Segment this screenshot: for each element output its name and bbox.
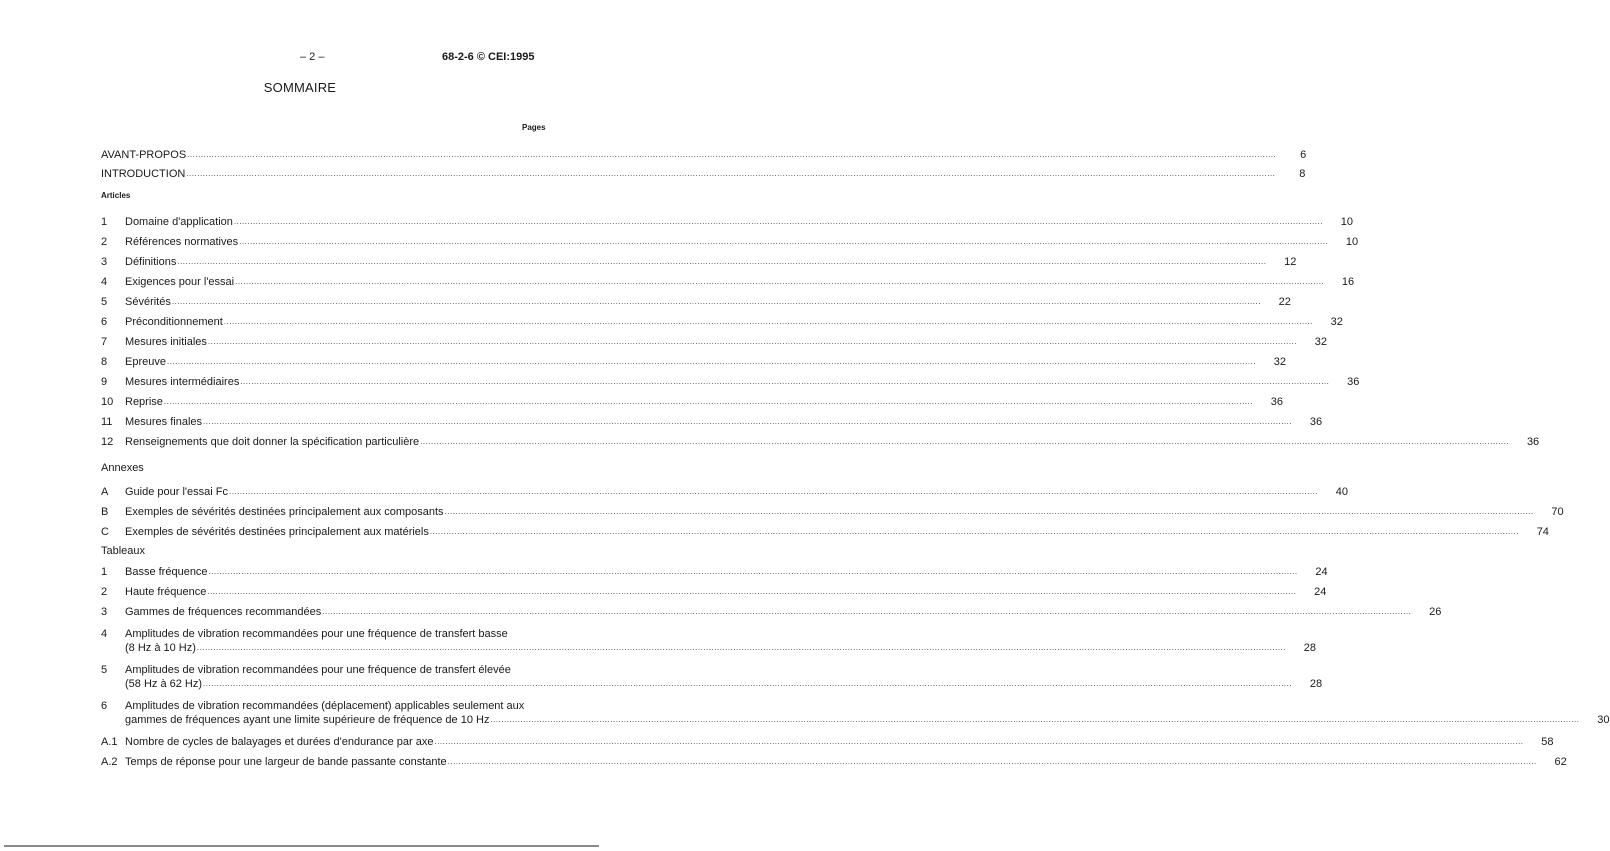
dot-leader: ................................................................................................................................................................................................................................................................................................................................................................................................................	[171, 297, 1261, 306]
page-title: SOMMAIRE	[263, 80, 337, 95]
toc-entry-number: 2	[101, 236, 108, 248]
dot-leader: ................................................................................................................................................................................................................................................................................................................................................................................................................	[203, 417, 1293, 426]
toc-entry[interactable]	[101, 395, 1283, 409]
toc-entry[interactable]	[101, 735, 1554, 749]
toc-entry-page: 74	[1536, 526, 1549, 538]
dot-leader: ................................................................................................................................................................................................................................................................................................................................................................................................................	[429, 527, 1519, 536]
toc-entry-page: 32	[1314, 336, 1327, 348]
toc-entry-label: Préconditionnement	[125, 316, 223, 328]
toc-entry-page: 36	[1347, 376, 1360, 388]
toc-entry-label: Renseignements que doit donner la spécification particulière	[125, 436, 420, 448]
toc-entry-number: 7	[101, 336, 108, 348]
toc-entry-label-line2: (8 Hz à 10 Hz)	[125, 642, 196, 654]
toc-entry-page: 10	[1340, 216, 1353, 228]
toc-entry-label: INTRODUCTION	[101, 168, 186, 180]
toc-entry[interactable]	[101, 435, 1540, 449]
dot-leader: ................................................................................................................................................................................................................................................................................................................................................................................................................	[223, 317, 1313, 326]
toc-entry[interactable]	[101, 255, 1297, 269]
toc-entry-introduction[interactable]	[101, 167, 1306, 181]
toc-entry-label: Epreuve	[125, 356, 166, 368]
toc-entry[interactable]	[101, 415, 1323, 429]
toc-entry-number: 1	[101, 566, 108, 578]
toc-entry-label: Guide pour l'essai Fc	[125, 486, 228, 498]
toc-entry-label: Temps de réponse pour une largeur de bande passante constante	[125, 756, 447, 768]
toc-entry-page: 6	[1300, 149, 1307, 161]
toc-entry[interactable]	[101, 699, 1610, 727]
toc-entry-label: Exemples de sévérités destinées principalement aux matériels	[125, 526, 429, 538]
toc-entry-number: 1	[101, 216, 108, 228]
dot-leader: ................................................................................................................................................................................................................................................................................................................................................................................................................	[187, 150, 1277, 159]
articles-heading: Articles	[101, 191, 131, 200]
toc-entry-label: Exemples de sévérités destinées principalement aux composants	[125, 506, 444, 518]
toc-entry[interactable]	[101, 585, 1327, 599]
dot-leader: ................................................................................................................................................................................................................................................................................................................................................................................................................	[444, 507, 1534, 516]
toc-entry-page: 24	[1315, 566, 1328, 578]
toc-entry-label: Sévérités	[125, 296, 171, 308]
dot-leader: ................................................................................................................................................................................................................................................................................................................................................................................................................	[239, 237, 1329, 246]
toc-entry-number: 11	[101, 416, 113, 428]
toc-entry[interactable]	[101, 295, 1291, 309]
tables-heading: Tableaux	[101, 545, 146, 557]
dot-leader: ................................................................................................................................................................................................................................................................................................................................................................................................................	[447, 757, 1537, 766]
toc-entry-label: Haute fréquence	[125, 586, 207, 598]
toc-entry-label: AVANT-PROPOS	[101, 149, 187, 161]
toc-entry[interactable]	[101, 505, 1564, 519]
toc-entry-label-line1: Amplitudes de vibration recommandées pour une fréquence de transfert basse	[125, 628, 508, 640]
dot-leader: ................................................................................................................................................................................................................................................................................................................................................................................................................	[196, 643, 1286, 652]
toc-entry-label-line1: Amplitudes de vibration recommandées pour une fréquence de transfert élevée	[125, 664, 511, 676]
toc-entry[interactable]	[101, 755, 1567, 769]
toc-entry[interactable]	[101, 215, 1353, 229]
toc-entry-page: 12	[1284, 256, 1297, 268]
toc-entry-page: 28	[1303, 642, 1316, 654]
toc-entry-page: 24	[1314, 586, 1327, 598]
toc-entry-page: 36	[1270, 396, 1283, 408]
toc-entry[interactable]	[101, 627, 1316, 655]
dot-leader: ................................................................................................................................................................................................................................................................................................................................................................................................................	[322, 607, 1412, 616]
toc-entry-label: Mesures finales	[125, 416, 203, 428]
toc-entry-number: 3	[101, 606, 108, 618]
toc-entry-label: Définitions	[125, 256, 177, 268]
dot-leader: ................................................................................................................................................................................................................................................................................................................................................................................................................	[240, 377, 1330, 386]
toc-entry-number: 12	[101, 436, 114, 448]
dot-leader: ................................................................................................................................................................................................................................................................................................................................................................................................................	[208, 567, 1298, 576]
toc-entry-label: Basse fréquence	[125, 566, 208, 578]
dot-leader: ................................................................................................................................................................................................................................................................................................................................................................................................................	[186, 169, 1276, 178]
toc-entry-number: B	[101, 506, 109, 518]
toc-entry-label: Nombre de cycles de balayages et durées d'endurance par axe	[125, 736, 434, 748]
page-number: – 2 –	[300, 51, 325, 63]
dot-leader: ................................................................................................................................................................................................................................................................................................................................................................................................................	[166, 357, 1257, 366]
dot-leader: ................................................................................................................................................................................................................................................................................................................................................................................................................	[233, 217, 1323, 226]
toc-entry-number: 6	[101, 316, 108, 328]
dot-leader: ................................................................................................................................................................................................................................................................................................................................................................................................................	[207, 337, 1297, 346]
toc-entry-page: 70	[1551, 506, 1564, 518]
toc-entry-label: Mesures intermédiaires	[125, 376, 240, 388]
toc-entry-label: Domaine d'application	[125, 216, 233, 228]
toc-entry-page: 62	[1554, 756, 1567, 768]
toc-entry[interactable]	[101, 485, 1349, 499]
bottom-border	[4, 845, 599, 847]
toc-entry-page: 28	[1309, 678, 1323, 690]
toc-entry-page: 58	[1541, 736, 1554, 748]
toc-entry-label: Références normatives	[125, 236, 239, 248]
toc-entry-label-line1: Amplitudes de vibration recommandées (déplacement) applicables seulement aux	[125, 700, 525, 712]
toc-entry-page: 30	[1597, 714, 1610, 726]
toc-entry-number: 4	[101, 628, 108, 640]
toc-entry-number: 4	[101, 276, 108, 288]
pages-column-label: Pages	[522, 123, 546, 132]
toc-entry-number: 9	[101, 376, 108, 388]
toc-entry-number: A.2	[101, 756, 118, 768]
toc-entry-page: 16	[1341, 276, 1355, 288]
document-reference: 68-2-6 © CEI:1995	[442, 51, 535, 63]
toc-entry-page: 32	[1330, 316, 1343, 328]
toc-entry[interactable]	[101, 275, 1355, 289]
dot-leader: ................................................................................................................................................................................................................................................................................................................................................................................................................	[207, 587, 1297, 596]
dot-leader: ................................................................................................................................................................................................................................................................................................................................................................................................................	[490, 715, 1580, 724]
toc-entry[interactable]	[101, 335, 1327, 349]
toc-entry[interactable]	[101, 565, 1328, 579]
toc-entry-number: 5	[101, 664, 108, 676]
dot-leader: ................................................................................................................................................................................................................................................................................................................................................................................................................	[177, 257, 1267, 266]
toc-entry-label: Exigences pour l'essai	[125, 276, 235, 288]
toc-entry-page: 36	[1526, 436, 1540, 448]
toc-entry[interactable]	[101, 663, 1323, 691]
toc-entry-page: 10	[1345, 236, 1359, 248]
toc-entry-number: C	[101, 526, 109, 538]
toc-entry-page: 8	[1299, 168, 1306, 180]
toc-entry-label: Mesures initiales	[125, 336, 207, 348]
toc-entry-number: A.1	[101, 736, 118, 748]
toc-entry-label: Gammes de fréquences recommandées	[125, 606, 322, 618]
toc-entry-page: 26	[1429, 606, 1442, 618]
toc-entry-avant-propos[interactable]	[101, 148, 1307, 162]
toc-entry[interactable]	[101, 355, 1287, 369]
toc-entry-label-line2: (58 Hz à 62 Hz)	[125, 678, 203, 690]
toc-entry-page: 40	[1335, 486, 1349, 498]
toc-entry-label-line2: gammes de fréquences ayant une limite supérieure de fréquence de 10 Hz	[125, 714, 490, 726]
dot-leader: ................................................................................................................................................................................................................................................................................................................................................................................................................	[228, 487, 1319, 496]
toc-entry-number: 8	[101, 356, 108, 368]
toc-entry-page: 22	[1278, 296, 1291, 308]
toc-entry-number: 10	[101, 396, 114, 408]
toc-entry[interactable]	[101, 525, 1549, 539]
toc-entry-number: 2	[101, 586, 108, 598]
toc-entry-page: 36	[1309, 416, 1323, 428]
toc-entry-label: Reprise	[125, 396, 163, 408]
dot-leader: ................................................................................................................................................................................................................................................................................................................................................................................................................	[434, 737, 1524, 746]
dot-leader: ................................................................................................................................................................................................................................................................................................................................................................................................................	[420, 437, 1510, 446]
dot-leader: ................................................................................................................................................................................................................................................................................................................................................................................................................	[163, 397, 1253, 406]
dot-leader: ................................................................................................................................................................................................................................................................................................................................................................................................................	[235, 277, 1325, 286]
annexes-heading: Annexes	[101, 462, 144, 474]
toc-entry[interactable]	[101, 605, 1442, 619]
toc-entry-page: 32	[1273, 356, 1287, 368]
toc-entry[interactable]	[101, 235, 1359, 249]
toc-entry-number: 6	[101, 700, 108, 712]
dot-leader: ................................................................................................................................................................................................................................................................................................................................................................................................................	[203, 679, 1293, 688]
toc-entry[interactable]	[101, 315, 1343, 329]
toc-entry-number: 3	[101, 256, 108, 268]
toc-entry-number: A	[101, 486, 109, 498]
toc-entry[interactable]	[101, 375, 1360, 389]
toc-entry-number: 5	[101, 296, 108, 308]
